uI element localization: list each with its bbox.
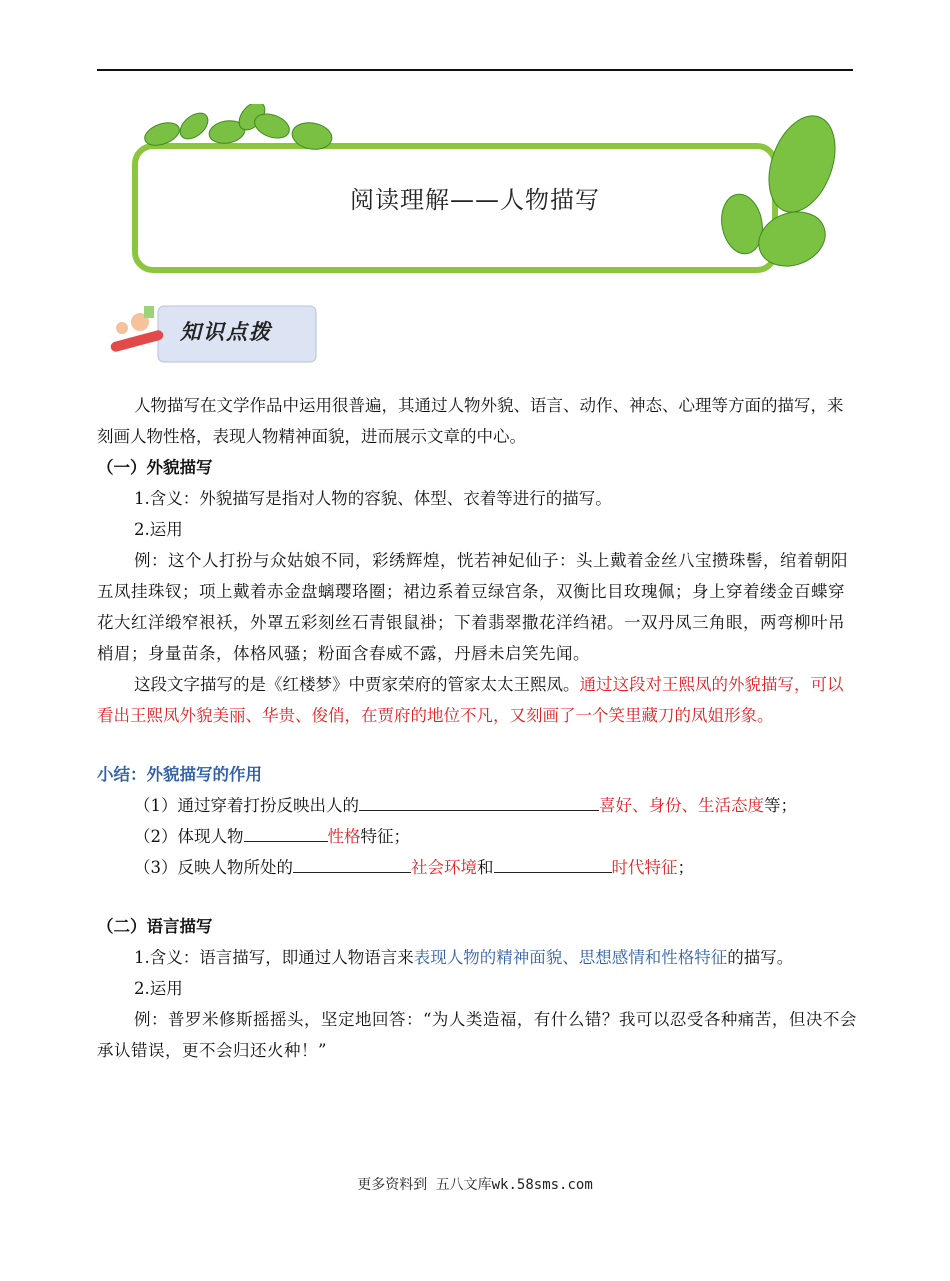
part2-use: 2.运用 <box>134 979 183 998</box>
summary-item-1 <box>97 790 857 821</box>
page-title: 阅读理解——人物描写 <box>350 186 600 214</box>
part1-heading: （一）外貌描写 <box>97 458 213 477</box>
item-suffix: 等； <box>764 796 797 815</box>
summary-item-2 <box>97 821 857 852</box>
summary-title: 小结：外貌描写的作用 <box>97 765 262 784</box>
children-icon <box>110 306 165 353</box>
def-text: 1.含义：语言描写，即通过人物语言来 <box>134 948 414 967</box>
answer-blank <box>293 854 411 873</box>
answer-text: 性格 <box>327 827 361 846</box>
def-highlight: 表现人物的精神面貌、思想感情和性格特征 <box>413 948 728 967</box>
part1-example: 例：这个人打扮与众姑娘不同，彩绣辉煌，恍若神妃仙子：头上戴着金丝八宝攒珠髻，绾着朝阳五凤挂珠钗；项上戴着赤金盘螭璎珞圈；裙边系着豆绿宫条，双衡比目玫瑰佩；身上穿着缕金百蝶穿花大红洋缎窄裉袄，外罩五彩刻丝石青银鼠褂；下着翡翠撒花洋绉裙。一双丹凤三角眼，两弯柳叶吊梢眉；身量苗条，体格风骚；粉面含春威不露，丹唇未启笑先闻。 <box>97 551 848 663</box>
intro-paragraph: 人物描写在文学作品中运用很普遍，其通过人物外貌、语言、动作、神态、心理等方面的描写，来刻画人物性格，表现人物精神面貌，进而展示文章的中心。 <box>97 396 844 446</box>
part2-heading: （二）语言描写 <box>97 917 213 936</box>
item-suffix: ； <box>677 858 694 877</box>
answer-blank <box>244 823 328 842</box>
document-body <box>97 390 857 1066</box>
footer-text: 更多资料到 五八文库wk.58sms.com <box>357 1177 593 1193</box>
header-rule <box>97 69 853 71</box>
part1-definition: 1.含义：外貌描写是指对人物的容貌、体型、衣着等进行的描写。 <box>134 489 612 508</box>
part2-definition <box>97 942 857 973</box>
def-end: 的描写。 <box>727 948 794 967</box>
part2-example: 例：普罗米修斯摇摇头，坚定地回答：“为人类造福，有什么错？我可以忍受各种痛苦，但决不会承认错误，更不会归还火种！” <box>97 1010 857 1060</box>
item-text: （2）体现人物 <box>134 827 244 846</box>
part1-use: 2.运用 <box>134 520 183 539</box>
item-text: （1）通过穿着打扮反映出人的 <box>134 796 359 815</box>
answer-text: 社会环境 <box>411 858 477 877</box>
section-badge-label: 知识点拨 <box>180 320 272 344</box>
item-suffix: 特征； <box>360 827 410 846</box>
part1-analysis <box>97 669 857 731</box>
analysis-text: 这段文字描写的是《红楼梦》中贾家荣府的管家太太王熙凤。 <box>134 675 580 694</box>
item-text: （3）反映人物所处的 <box>134 858 293 877</box>
answer-text: 时代特征 <box>611 858 678 877</box>
summary-item-3 <box>97 852 857 883</box>
answer-blank <box>359 792 599 811</box>
answer-blank <box>494 854 612 873</box>
item-mid: 和 <box>477 858 494 877</box>
answer-text: 喜好、身份、生活态度 <box>599 796 764 815</box>
analysis-highlight: 通过这段对王熙凤的外貌描写，可以看出王熙凤外貌美丽、华贵、俊俏，在贾府的地位不凡，又刻画了一个笑里藏刀的凤姐形象。 <box>97 675 844 725</box>
